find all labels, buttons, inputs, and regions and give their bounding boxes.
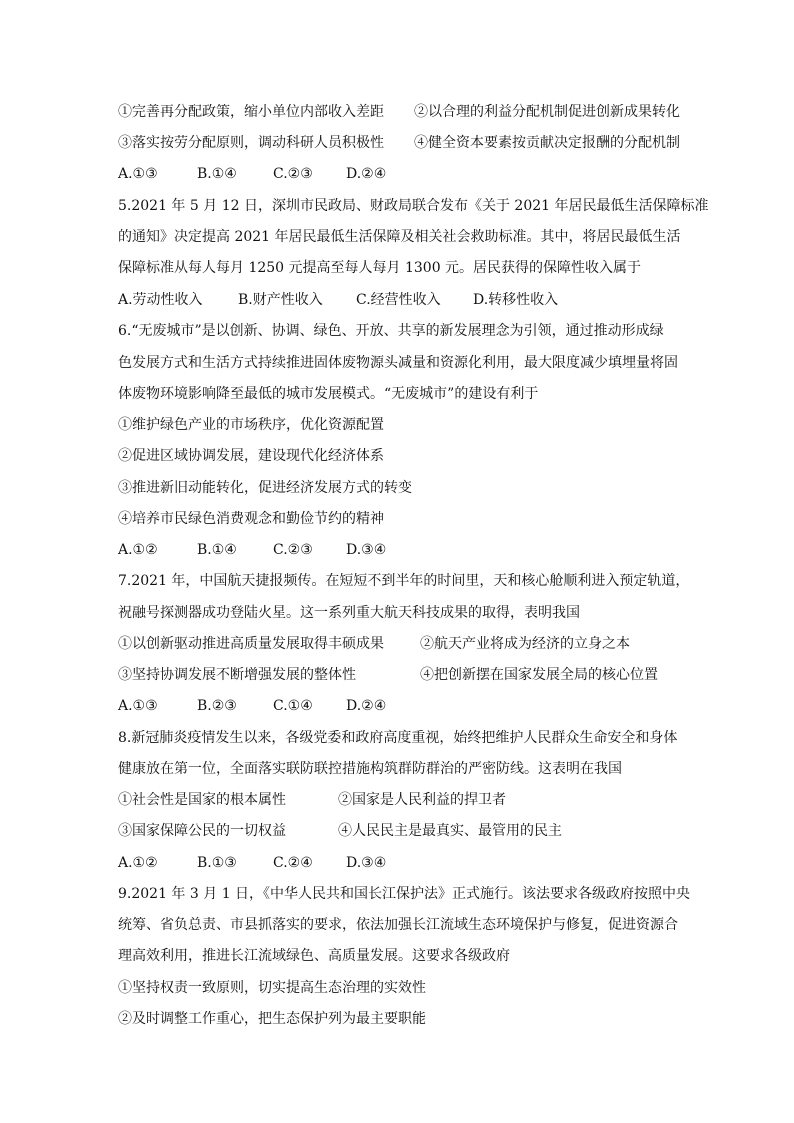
q5-option-b[interactable]: B.财产性收入 <box>238 292 323 308</box>
q8-option-a[interactable]: A.①② <box>118 855 158 871</box>
q6-option-b[interactable]: B.①④ <box>197 542 237 558</box>
q4-statement-1: ①完善再分配政策，缩小单位内部收入差距 <box>118 104 384 120</box>
q6-stem-line-2: 色发展方式和生活方式持续推进固体废物源头减量和资源化利用，最大限度减少填埋量将固 <box>118 355 678 371</box>
q9-statement-2: ②及时调整工作重心，把生态保护列为最主要职能 <box>118 1011 426 1027</box>
q7-stem-line-1: 7.2021 年，中国航天捷报频传。在短短不到半年的时间里，天和核心舱顺利进入预定轨道， <box>118 573 690 589</box>
q4-statement-3: ③落实按劳分配原则，调动科研人员积极性 <box>118 135 384 151</box>
q8-statement-3: ③国家保障公民的一切权益 <box>118 823 286 839</box>
q9-statement-1: ①坚持权责一致原则，切实提高生态治理的实效性 <box>118 980 426 996</box>
q5-option-c[interactable]: C.经营性收入 <box>356 292 441 308</box>
q6-stem-line-3: 体废物环境影响降至最低的城市发展模式。“无废城市”的建设有利于 <box>118 386 539 402</box>
q6-option-a[interactable]: A.①② <box>118 542 158 558</box>
q4-option-b[interactable]: B.①④ <box>197 166 237 182</box>
q6-stem-line-1: 6.“无废城市”是以创新、协调、绿色、开放、共享的新发展理念为引领，通过推动形成绿 <box>118 323 664 339</box>
q7-statement-1: ①以创新驱动推进高质量发展取得丰硕成果 <box>118 636 384 652</box>
q6-statement-1: ①维护绿色产业的市场秩序，优化资源配置 <box>118 417 384 433</box>
q7-option-c[interactable]: C.①④ <box>273 698 313 714</box>
q9-stem-line-1: 9.2021 年 3 月 1 日，《中华人民共和国长江保护法》正式施行。该法要求各级政府按照中央 <box>118 886 691 902</box>
q5-option-a[interactable]: A.劳动性收入 <box>118 292 203 308</box>
q9-stem-line-2: 统筹、省负总责、市县抓落实的要求，依法加强长江流域生态环境保护与修复，促进资源合 <box>118 917 678 933</box>
q5-stem-line-2: 的通知》决定提高 2021 年居民最低生活保障及相关社会救助标准。其中，将居民最低生活 <box>118 229 681 245</box>
q4-option-d[interactable]: D.②④ <box>346 166 387 182</box>
q6-statement-4: ④培养市民绿色消费观念和勤俭节约的精神 <box>118 511 384 527</box>
q5-option-d[interactable]: D.转移性收入 <box>473 292 559 308</box>
q8-statement-2: ②国家是人民利益的捍卫者 <box>338 792 506 808</box>
q8-statement-4: ④人民民主是最真实、最管用的民主 <box>338 823 562 839</box>
q8-option-b[interactable]: B.①③ <box>197 855 237 871</box>
q7-stem-line-2: 祝融号探测器成功登陆火星。这一系列重大航天科技成果的取得，表明我国 <box>118 605 580 621</box>
q5-stem-line-3: 保障标准从每人每月 1250 元提高至每人每月 1300 元。居民获得的保障性收入属于 <box>118 260 642 276</box>
q7-statement-3: ③坚持协调发展不断增强发展的整体性 <box>118 667 356 683</box>
q8-option-c[interactable]: C.②④ <box>273 855 313 871</box>
q7-option-a[interactable]: A.①③ <box>118 698 158 714</box>
q4-statement-2: ②以合理的利益分配机制促进创新成果转化 <box>414 104 680 120</box>
q6-statement-3: ③推进新旧动能转化，促进经济发展方式的转变 <box>118 480 412 496</box>
q9-stem-line-3: 理高效利用，推进长江流域绿色、高质量发展。这要求各级政府 <box>118 948 510 964</box>
q7-statement-4: ④把创新摆在国家发展全局的核心位置 <box>420 667 658 683</box>
q8-statement-1: ①社会性是国家的根本属性 <box>118 792 286 808</box>
q4-option-a[interactable]: A.①③ <box>118 166 158 182</box>
q4-option-c[interactable]: C.②③ <box>273 166 313 182</box>
q7-statement-2: ②航天产业将成为经济的立身之本 <box>420 636 630 652</box>
q6-option-d[interactable]: D.③④ <box>346 542 387 558</box>
q8-option-d[interactable]: D.③④ <box>346 855 387 871</box>
q5-stem-line-1: 5.2021 年 5 月 12 日，深圳市民政局、财政局联合发布《关于 2021 年居民最低生活保障标准 <box>118 198 709 214</box>
q8-stem-line-2: 健康放在第一位，全面落实联防联控措施构筑群防群治的严密防线。这表明在我国 <box>118 761 622 777</box>
q6-option-c[interactable]: C.②③ <box>273 542 313 558</box>
q8-stem-line-1: 8.新冠肺炎疫情发生以来，各级党委和政府高度重视，始终把维护人民群众生命安全和身体 <box>118 730 678 746</box>
q7-option-b[interactable]: B.②③ <box>197 698 237 714</box>
q7-option-d[interactable]: D.②④ <box>346 698 387 714</box>
q6-statement-2: ②促进区域协调发展，建设现代化经济体系 <box>118 448 384 464</box>
q4-statement-4: ④健全资本要素按贡献决定报酬的分配机制 <box>414 135 680 151</box>
